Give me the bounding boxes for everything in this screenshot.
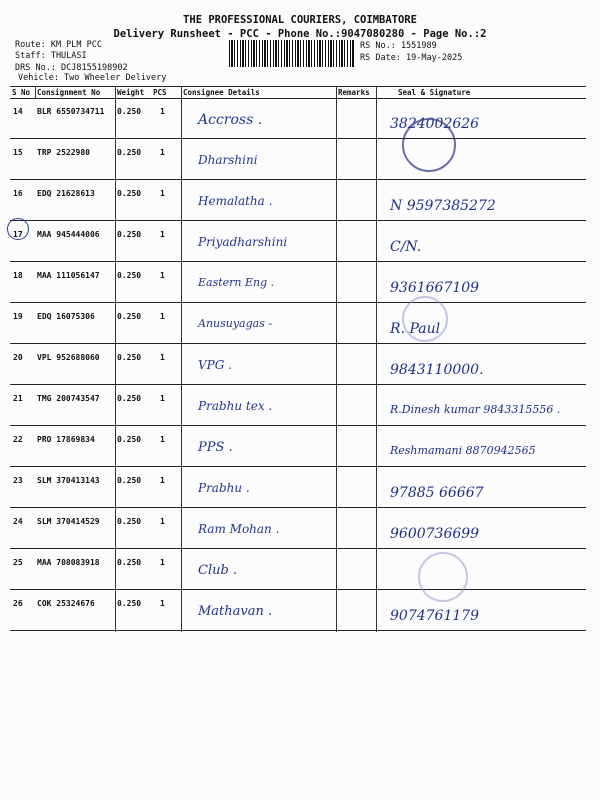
- cell-sno: 19: [13, 312, 23, 321]
- table-row: [10, 139, 586, 180]
- cell-sno: 20: [13, 353, 23, 362]
- route-label: Route: KM PLM PCC: [15, 40, 102, 50]
- circled-row-marker: [7, 218, 29, 240]
- cell-signature: 97885 66667: [390, 485, 484, 501]
- cell-consignee-handwritten: Ram Mohan .: [198, 522, 280, 536]
- cell-weight: 0.250: [117, 517, 142, 526]
- cell-consignee-handwritten: Accross .: [198, 112, 263, 128]
- cell-pcs: 1: [160, 148, 165, 157]
- cell-signature: N 9597385272: [390, 198, 496, 214]
- barcode-image: [229, 40, 355, 67]
- cell-consignee-handwritten: Prabhu .: [198, 481, 250, 495]
- runsheet-subtitle: Delivery Runsheet - PCC - Phone No.:9047080280 - Page No.:2: [113, 28, 487, 40]
- col-signature: Seal & Signature: [398, 88, 471, 97]
- cell-consignment: TRP 2522980: [37, 148, 90, 157]
- table-row: [10, 590, 586, 631]
- cell-pcs: 1: [160, 189, 165, 198]
- cell-consignment: VPL 952688060: [37, 353, 100, 362]
- cell-consignee-handwritten: Mathavan .: [198, 604, 273, 619]
- cell-signature: 9361667109: [390, 280, 480, 296]
- col-remarks: Remarks: [338, 88, 370, 97]
- cell-signature: C/N.: [390, 239, 422, 255]
- cell-weight: 0.250: [117, 271, 142, 280]
- table-row: [10, 303, 586, 344]
- col-sno: S No: [12, 88, 31, 97]
- cell-weight: 0.250: [117, 435, 142, 444]
- table-row: [10, 98, 586, 139]
- cell-consignment: EDQ 16075306: [37, 312, 95, 321]
- cell-consignee-handwritten: VPG .: [198, 358, 232, 372]
- cell-consignee-handwritten: Prabhu tex .: [198, 399, 273, 413]
- cell-pcs: 1: [160, 271, 165, 280]
- cell-pcs: 1: [160, 394, 165, 403]
- cell-consignee-handwritten: Club .: [198, 563, 238, 578]
- table-row: [10, 385, 586, 426]
- cell-pcs: 1: [160, 476, 165, 485]
- cell-sno: 23: [13, 476, 23, 485]
- company-title: THE PROFESSIONAL COURIERS, COIMBATORE: [183, 14, 417, 26]
- cell-weight: 0.250: [117, 476, 142, 485]
- staff-label: Staff: THULASI: [15, 51, 87, 61]
- cell-pcs: 1: [160, 435, 165, 444]
- table-row: [10, 180, 586, 221]
- cell-weight: 0.250: [117, 230, 142, 239]
- cell-sno: 24: [13, 517, 23, 526]
- cell-consignment: BLR 6550734711: [37, 107, 105, 116]
- table-row: [10, 549, 586, 590]
- col-pcs: PCS: [153, 88, 167, 97]
- table-row: [10, 344, 586, 385]
- cell-signature: 9074761179: [390, 608, 480, 624]
- seal-stamp-faint: [402, 296, 448, 342]
- cell-pcs: 1: [160, 517, 165, 526]
- rs-number: RS No.: 1551989: [360, 41, 437, 51]
- cell-sno: 15: [13, 148, 23, 157]
- cell-consignee-handwritten: Anusuyagas -: [198, 317, 273, 330]
- cell-consignment: TMG 200743547: [37, 394, 100, 403]
- cell-consignee-handwritten: Eastern Eng .: [198, 276, 275, 289]
- cell-pcs: 1: [160, 353, 165, 362]
- cell-signature: 3824002626: [390, 116, 480, 132]
- cell-sno: 25: [13, 558, 23, 567]
- cell-consignment: COK 25324676: [37, 599, 95, 608]
- table-row: [10, 426, 586, 467]
- seal-stamp: [402, 118, 456, 172]
- cell-consignee-handwritten: Priyadharshini: [198, 235, 288, 249]
- cell-pcs: 1: [160, 599, 165, 608]
- cell-consignee-handwritten: Hemalatha .: [198, 194, 273, 208]
- cell-sno: 26: [13, 599, 23, 608]
- cell-consignee-handwritten: Dharshini: [198, 153, 258, 167]
- table-row: [10, 508, 586, 549]
- cell-consignment: MAA 708083918: [37, 558, 100, 567]
- cell-consignment: PRO 17869834: [37, 435, 95, 444]
- col-weight: Weight: [117, 88, 145, 97]
- cell-pcs: 1: [160, 230, 165, 239]
- col-consignment: Consignment No: [37, 88, 101, 97]
- seal-stamp-faint: [418, 552, 468, 602]
- cell-weight: 0.250: [117, 148, 142, 157]
- cell-signature: R. Paul: [390, 321, 441, 337]
- cell-weight: 0.250: [117, 107, 142, 116]
- cell-pcs: 1: [160, 312, 165, 321]
- drs-label: DRS No.: DCJ8155198902: [15, 63, 128, 73]
- cell-consignment: SLM 370413143: [37, 476, 100, 485]
- cell-sno: 22: [13, 435, 23, 444]
- cell-weight: 0.250: [117, 558, 142, 567]
- cell-signature: R.Dinesh kumar 9843315556 .: [390, 403, 561, 416]
- vehicle-label: Vehicle: Two Wheeler Delivery: [18, 73, 167, 83]
- cell-pcs: 1: [160, 107, 165, 116]
- cell-consignment: SLM 370414529: [37, 517, 100, 526]
- cell-sno: 21: [13, 394, 23, 403]
- cell-consignment: MAA 111056147: [37, 271, 100, 280]
- cell-sno: 18: [13, 271, 23, 280]
- table-row: [10, 262, 586, 303]
- table-row: [10, 467, 586, 508]
- col-consignee: Consignee Details: [183, 88, 260, 97]
- cell-consignee-handwritten: PPS .: [198, 440, 233, 455]
- cell-sno: 17: [13, 230, 23, 239]
- rs-date: RS Date: 19-May-2025: [360, 53, 463, 63]
- cell-weight: 0.250: [117, 353, 142, 362]
- cell-sno: 14: [13, 107, 23, 116]
- cell-weight: 0.250: [117, 189, 142, 198]
- cell-weight: 0.250: [117, 312, 142, 321]
- cell-sno: 16: [13, 189, 23, 198]
- table-row: [10, 221, 586, 262]
- cell-pcs: 1: [160, 558, 165, 567]
- cell-signature: 9843110000.: [390, 362, 484, 378]
- cell-consignment: EDQ 21628613: [37, 189, 95, 198]
- cell-weight: 0.250: [117, 599, 142, 608]
- cell-signature: Reshmamani 8870942565: [390, 444, 536, 457]
- cell-signature: 9600736699: [390, 526, 480, 542]
- cell-consignment: MAA 945444006: [37, 230, 100, 239]
- cell-weight: 0.250: [117, 394, 142, 403]
